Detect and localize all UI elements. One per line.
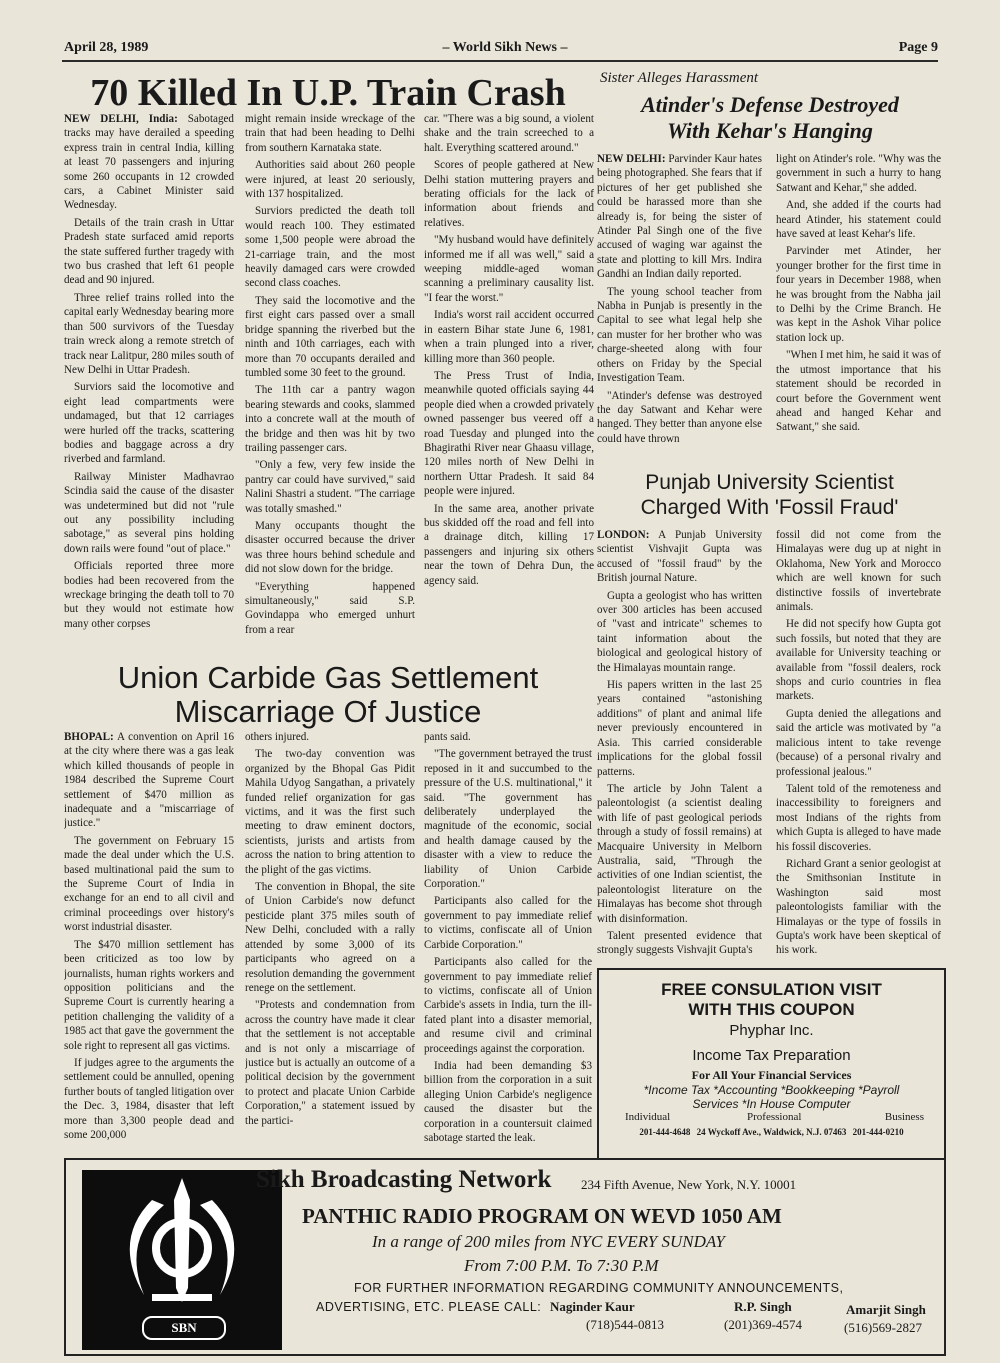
paragraph: BHOPAL: A convention on April 16 at the city where there was a gas leak which killed thousands of people in 1984 described the Supreme Court settlement of $470 million as inadequate and a "miscarriage of justice." bbox=[64, 731, 234, 830]
coupon-phone-right: 201-444-0210 bbox=[852, 1127, 904, 1137]
paragraph: others injured. bbox=[245, 731, 310, 743]
paragraph: The government on February 15 made the deal under which the U.S. based multinational paid the sum to the Supreme Court of India in exchange for an end to all civil and criminal proceedings over history's worst industrial disaster. bbox=[64, 834, 234, 934]
issue-date: April 28, 1989 bbox=[64, 40, 149, 55]
paragraph: Many occupants thought the disaster occurred because the driver was three hours behind schedule and did not slow down for the bridge. bbox=[245, 519, 415, 576]
sbn-contact-3-name: Amarjit Singh bbox=[846, 1302, 926, 1317]
paragraph: Officials reported three more bodies had been recovered from the wreckage bringing the death toll to 70 but they would not estimate how many other corpses bbox=[64, 560, 234, 630]
coupon-company: Phyphar Inc. bbox=[729, 1022, 814, 1039]
sbn-address: 234 Fifth Avenue, New York, N.Y. 10001 bbox=[581, 1177, 797, 1192]
atinder-kicker: Sister Alleges Harassment bbox=[600, 70, 759, 86]
sbn-name: Sikh Broadcasting Network bbox=[256, 1166, 552, 1193]
paragraph: "Protests and condemnation from across the country have made it clear that the settlement is not acceptable and is not only a miscarriage of justice but is actually an outcome of a political decision by the government to protect and placate Union Carbide Corporation," a statement issued by the partici- bbox=[245, 999, 415, 1127]
fossil-col-1 bbox=[597, 528, 762, 960]
paragraph: Three relief trains rolled into the capital early Wednesday bearing more than 500 survivors of the Tuesday train wreck along a remote stretch of track near Lalitpur, 280 miles south of New Delhi in Uttar Pradesh. bbox=[64, 291, 234, 376]
paragraph: India's worst rail accident occurred in eastern Bihar state June 6, 1981, when a train plunged into a river, killing more than 360 people. bbox=[424, 309, 594, 365]
paragraph: The $470 million settlement has been criticized as too low by journalists, human rights workers and opposition politicians and the Supreme Court is currently hearing a petition challenging the validity of a 1985 act that gave the government the sole right to represent all gas victims. bbox=[64, 938, 234, 1052]
atinder-col-2 bbox=[776, 152, 941, 466]
paragraph: Railway Minister Madhavrao Scindia said the cause of the disaster was undetermined but did not "rule out any possibility including sabotage," as several pins holding down rails were found "out of place." bbox=[64, 470, 234, 555]
paragraph: "Only a few, very few inside the pantry car could have survived," said Nalini Shastri a student. "The carriage was totally smashed." bbox=[245, 459, 415, 515]
paragraph: Gupta denied the allegations and said the article was motivated by "a malicious intent to take revenge (because) of a personal rivalry and professional jealous." bbox=[776, 707, 941, 778]
paragraph: NEW DELHI: Parvinder Kaur hates being photographed. She fears that if pictures of her get published she could be harassed more than she already is, for being the sister of Atinder Pal Singh one of the five accused of waging war against the state and plotting to kill Mrs. Indira Gandhi an Indian daily reported. bbox=[597, 153, 762, 281]
paragraph: In the same area, another private bus skidded off the road and fell into a drainage ditch, killing 17 passengers and injuring six others near the town of Dehra Dun, the agency said. bbox=[424, 502, 594, 587]
carbide-col-3 bbox=[424, 730, 592, 1154]
paragraph: "When I met him, he said it was of the utmost importance that his statement should be recorded in court before the Government went ahead and hanged Kehar and Satwant," she said. bbox=[776, 349, 941, 434]
sbn-contact-1-phone: (718)544-0813 bbox=[586, 1317, 664, 1332]
sbn-time: From 7:00 P.M. To 7:30 P.M bbox=[464, 1256, 659, 1275]
coupon-subtitle: For All Your Financial Services bbox=[691, 1068, 852, 1082]
atinder-headline-2: With Kehar's Hanging bbox=[667, 118, 873, 143]
page-number: Page 9 bbox=[898, 40, 938, 55]
paragraph: Details of the train crash in Uttar Pradesh state surfaced amid reports the state suffered further tragedy with two bus crashed that left 61 people dead and 90 injured. bbox=[64, 216, 234, 287]
coupon-line-2: WITH THIS COUPON bbox=[688, 1000, 855, 1019]
coupon-phone-left: 201-444-4648 bbox=[639, 1127, 691, 1137]
paragraph: If judges agree to the arguments the settlement could be annulled, opening further bouts of tangled litigation over the Dec. 3, 1984, disaster that left more than 3,300 people dead and some 200,000 bbox=[64, 1056, 234, 1141]
train-col-1 bbox=[64, 112, 234, 660]
paragraph: Talent told of the remoteness and inaccessibility to foreigners and most Indians of the rights from which Gupta is alleged to have made his fossil discoveries. bbox=[776, 782, 941, 853]
paragraph: The 11th car a pantry wagon bearing stewards and cooks, slammed into a concrete wall at the mouth of the bridge and then was hit by two trailing passenger cars. bbox=[245, 384, 415, 454]
carbide-headline-2: Miscarriage Of Justice bbox=[174, 694, 482, 729]
paragraph: might remain inside wreckage of the train that had been heading to Delhi from southern Karnataka state. bbox=[245, 113, 415, 154]
paragraph: The convention in Bhopal, the site of Union Carbide's now defunct pesticide plant 375 miles south of New Delhi, concluded with a rally attended by some 3,000 of its participants who agreed on a resolution demanding the government renege on the settlement. bbox=[245, 881, 415, 994]
coupon-address: 24 Wyckoff Ave., Waldwick, N.J. 07463 bbox=[696, 1127, 847, 1137]
paragraph: "Atinder's defense was destroyed the day Satwant and Kehar were hanged. They better than anyone else could have thrown bbox=[597, 389, 762, 445]
carbide-col-2 bbox=[245, 730, 415, 1154]
sbn-ad bbox=[64, 1158, 946, 1356]
paragraph: Scores of people gathered at New Delhi station muttering prayers and berating officials for the lack of information about friends and relatives. bbox=[424, 159, 594, 229]
fossil-col-2 bbox=[776, 528, 941, 960]
paragraph: The Press Trust of India, meanwhile quoted officials saying 44 people died when a crowded privately owned passenger bus veered off a road Tuesday and plunged into the Bhagirathi River near Ghaasu village, 120 miles north of New Delhi in northern Uttar Pradesh. It said 84 people were injured. bbox=[424, 369, 594, 498]
paragraph: "The government betrayed the trust reposed in it and succumbed to the pressure of the U.S. multinational," it said. "The government has deliberately underplayed the magnitude of the economic, social and health damage caused by the disaster with a view to reduce the liability of Union Carbide Corporation." bbox=[424, 748, 592, 891]
paragraph: Surviors predicted the death toll would reach 100. They estimated some 1,500 people were abroad the 21-carriage train, and the most heavily damaged cars were crowded second class coaches. bbox=[245, 205, 415, 290]
paragraph: Authorities said about 260 people were injured, at least 20 seriously, with 137 hospitalized. bbox=[245, 159, 415, 201]
paragraph: "My husband would have definitely informed me if all was well," said a weeping middle-aged woman scanning a preliminary causality list. "I fear the worst." bbox=[424, 234, 594, 304]
atinder-headline-1: Atinder's Defense Destroyed bbox=[641, 92, 899, 117]
paragraph: "Everything happened simultaneously," said S.P. Govindappa who emerged unhurt from a rear bbox=[245, 580, 415, 636]
atinder-col-1 bbox=[597, 152, 762, 466]
dateline: NEW DELHI, India: bbox=[64, 113, 178, 125]
coupon-services-2: Services *In House Computer bbox=[692, 1097, 851, 1111]
paragraph: pants said. bbox=[424, 731, 471, 743]
dateline: NEW DELHI: bbox=[597, 153, 666, 165]
train-col-3 bbox=[424, 112, 594, 660]
coupon-label-business: Business bbox=[884, 1111, 924, 1123]
paragraph: fossil did not come from the Himalayas were dug up at night in Oklahoma, New York and Morocco which are well known for such distinctive fossils of invertebrate animals. bbox=[776, 529, 941, 614]
paragraph: The article by John Talent a paleontologist (a scientist dealing with life of past geological periods through a study of fossil remains) at Macquaire University in Melborn Australia, said, "Through the activities of one Indian scientist, the paleontologist literature on the Himalayas has become shot through with disinformation. bbox=[597, 782, 762, 925]
train-headline: 70 Killed In U.P. Train Crash bbox=[90, 72, 566, 114]
sbn-info-2: ADVERTISING, ETC. PLEASE CALL: bbox=[316, 1300, 542, 1314]
paragraph: car. "There was a big sound, a violent shake and the train screeched to a halt. Everything scattered around." bbox=[424, 113, 594, 154]
fossil-headline-1: Punjab University Scientist bbox=[645, 471, 894, 494]
coupon-line-1: FREE CONSULATION VISIT bbox=[661, 980, 882, 999]
sbn-info-1: FOR FURTHER INFORMATION REGARDING COMMUNITY ANNOUNCEMENTS, bbox=[354, 1281, 844, 1295]
sbn-program: PANTHIC RADIO PROGRAM ON WEVD 1050 AM bbox=[302, 1204, 782, 1228]
sbn-contact-3-phone: (516)569-2827 bbox=[844, 1320, 922, 1335]
paragraph: The two-day convention was organized by the Bhopal Gas Pidit Mahila Udyog Sangathan, a privately funded relief organization for gas victims, and it was the first such meeting to draw eminent doctors, scientists, jurists and artists from across the nation to bring attention to the plight of the gas victims. bbox=[245, 748, 415, 876]
paragraph: Richard Grant a senior geologist at the Smithsonian Institute in Washington said most paleontologists familiar with the Himalayas or the type of fossils in Gupta's work have been skeptical of his work. bbox=[776, 857, 941, 957]
paragraph: Talent presented evidence that strongly suggests Vishvajit Gupta's bbox=[597, 929, 762, 957]
coupon-label-professional: Professional bbox=[747, 1111, 802, 1123]
coupon-ad bbox=[597, 968, 946, 1160]
khanda-logo bbox=[82, 1170, 282, 1350]
dateline: LONDON: bbox=[597, 529, 650, 541]
paragraph: Participants also called for the government to pay immediate relief to victims, confiscate all of Union Carbide's assets in India, turn the ill-fated plant into a disaster memorial, and resume civil and criminal proceedings against the corporation. bbox=[424, 956, 592, 1055]
carbide-col-1 bbox=[64, 730, 234, 1154]
sbn-contact-2-phone: (201)369-4574 bbox=[724, 1317, 802, 1332]
coupon-services-1: *Income Tax *Accounting *Bookkeeping *Payroll bbox=[643, 1083, 900, 1097]
paragraph: And, she added if the courts had heard Atinder, his statement could have saved at least Kehar's life. bbox=[776, 199, 941, 241]
sbn-contact-1-name: Naginder Kaur bbox=[550, 1299, 635, 1314]
paragraph: Participants also called for the government to pay immediate relief to victims, confiscate all of Union Carbide Corporation." bbox=[424, 895, 592, 951]
paragraph: He did not specify how Gupta got such fossils, but noted that they are available for University teaching or available from "fossil dealers, rock shops and curio countries in flea markets. bbox=[776, 618, 941, 703]
fossil-headline-2: Charged With 'Fossil Fraud' bbox=[640, 496, 899, 519]
sbn-logo-badge: SBN bbox=[142, 1316, 226, 1340]
carbide-headline-1: Union Carbide Gas Settlement bbox=[117, 660, 539, 695]
paragraph: light on Atinder's role. "Why was the government in such a hurry to hang Satwant and Kehar," she added. bbox=[776, 153, 941, 194]
paragraph: India had been demanding $3 billion from the corporation in a suit alleging Union Carbide's negligence caused the disaster but the corporation in a countersuit claimed sabotage started the leak. bbox=[424, 1059, 592, 1144]
train-col-2 bbox=[245, 112, 415, 660]
paragraph: His papers written in the last 25 years contained "astonishing additions" of plant and animal life never previously encountered in Asia. This carried considerable implications for the global fossil patterns. bbox=[597, 679, 762, 778]
paragraph: LONDON: A Punjab University scientist Vishvajit Gupta was accused of "fossil fraud" by the British journal Nature. bbox=[597, 529, 762, 585]
header-rule bbox=[62, 60, 938, 62]
paragraph: The young school teacher from Nabha in Punjab is presently in the Capital to see what legal help she can muster for her brother who was charge-sheeted along with four others on Friday by the Special Investigation Team. bbox=[597, 285, 762, 385]
paragraph: Surviors said the locomotive and eight lead compartments were undamaged, but that 12 carriages were hurled off the tracks, scattering bodies and baggage across a dry riverbed and farmland. bbox=[64, 381, 234, 466]
coupon-label-individual: Individual bbox=[625, 1111, 671, 1123]
paragraph: They said the locomotive and the first eight cars passed over a small bridge spanning the riverbed but the ninth and 10th carriages, each with more than 70 occupants derailed and tumbled some 30 feet to the ground. bbox=[245, 294, 415, 379]
paragraph: NEW DELHI, India: Sabotaged tracks may have derailed a speeding express train in central India, killing at least 70 passengers and injuring some 260 occupants in 12 crowded cars, a Cabinet Minister said Wednesday. bbox=[64, 113, 234, 212]
coupon-service: Income Tax Preparation bbox=[692, 1047, 851, 1064]
paragraph: Gupta a geologist who has written over 300 articles has been accused of "vast and intricate" schemes to taint information about the biological and geological history of the Himalayas mountain range. bbox=[597, 589, 762, 674]
paragraph: Parvinder met Atinder, her younger brother for the first time in four years in December 1988, when he was brought from the Nabha jail to Delhi by the Crime Branch. He was kept in the Ashok Vihar police station lock up. bbox=[776, 245, 941, 344]
sbn-contact-2-name: R.P. Singh bbox=[734, 1299, 792, 1314]
sbn-range: In a range of 200 miles from NYC EVERY SUNDAY bbox=[372, 1232, 725, 1251]
dateline: BHOPAL: bbox=[64, 731, 114, 743]
paper-name: – World Sikh News – bbox=[442, 40, 568, 55]
